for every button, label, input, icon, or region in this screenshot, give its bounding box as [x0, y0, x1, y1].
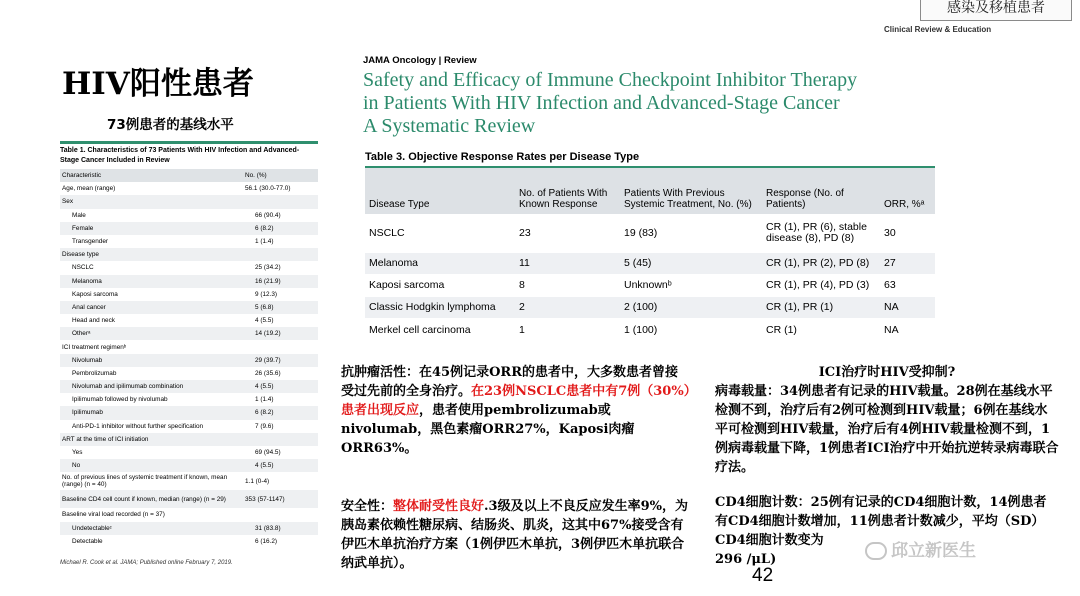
patients-cell: 1: [519, 323, 525, 336]
row-value: 16 (21.9): [255, 277, 281, 285]
header-cell: ORR, %ᵃ: [884, 199, 925, 210]
disease-cell: NSCLC: [369, 226, 405, 239]
table-row: [365, 214, 935, 253]
row-value: 4 (5.5): [255, 462, 274, 470]
row-value: 4 (5.5): [255, 317, 274, 325]
previous-treatment-cell: 5 (45): [624, 257, 652, 269]
orr-cell: 27: [884, 257, 896, 269]
table-row: [60, 508, 318, 521]
row-value: 6 (8.2): [255, 224, 274, 232]
row-value: 66 (90.4): [255, 211, 281, 219]
row-label: No: [72, 462, 81, 470]
header-cell: Disease Type: [369, 199, 430, 210]
row-label: Baseline CD4 cell count if known, median (range) (n = 29): [62, 495, 226, 503]
table-body: [60, 182, 318, 548]
header-cell: No. (%): [245, 172, 267, 180]
row-label: Pembrolizumab: [72, 369, 117, 377]
row-label: Undetectableᶜ: [72, 524, 112, 532]
row-value: 56.1 (30.0-77.0): [245, 185, 291, 193]
row-label: Nivolumab and ipilimumab combination: [72, 383, 184, 391]
previous-treatment-cell: 1 (100): [624, 323, 658, 336]
table-row: [60, 522, 318, 535]
journal-name: JAMA Oncology | Review: [363, 55, 477, 66]
patients-cell: 23: [519, 226, 531, 239]
row-value: 7 (9.6): [255, 422, 274, 430]
article-title-line: A Systematic Review: [363, 115, 536, 137]
disease-cell: Melanoma: [369, 257, 419, 269]
row-value: 69 (94.5): [255, 449, 281, 457]
efficacy-highlight: 在23例NSCLC患者中有7例（30%）患者出现反应: [341, 384, 691, 418]
table-row: [60, 459, 318, 472]
safety-label: 安全性：: [341, 499, 394, 514]
table-row: [60, 367, 318, 380]
page-number: 42: [752, 565, 774, 586]
row-value: 1 (1.4): [255, 238, 274, 246]
safety-highlight: 整体耐受性良好: [393, 499, 485, 514]
table-body: [365, 214, 935, 342]
breadcrumb: Clinical Review & Education: [884, 25, 992, 34]
header-cell: No. of Patients With Known Response: [519, 188, 608, 210]
disease-cell: Kaposi sarcoma: [369, 279, 445, 291]
citation: Michael R. Cook et al. JAMA; Published online February 7, 2019.: [60, 559, 233, 566]
table-row: [365, 253, 935, 275]
row-label: Male: [72, 211, 86, 219]
table-caption: Table 3. Objective Response Rates per Disease Type: [365, 151, 640, 163]
orr-cell: NA: [884, 323, 899, 336]
safety-paragraph: [341, 497, 691, 573]
response-cell: CR (1), PR (1): [766, 301, 834, 313]
hiv-paragraph: [715, 363, 1059, 477]
row-value: 5 (6.8): [255, 303, 274, 311]
section-tag: 感染及移植患者: [920, 0, 1072, 21]
response-cell: CR (1), PR (2), PD (8): [766, 257, 870, 269]
row-label: Head and neck: [72, 317, 115, 325]
row-value: 1.1 (0-4): [245, 477, 270, 485]
table-row: [60, 433, 318, 446]
watermark-text: 邱立新医生: [891, 541, 976, 561]
table-row: [365, 319, 935, 342]
orr-cell: 63: [884, 279, 896, 291]
page-subtitle: 73例患者的基线水平: [107, 117, 234, 133]
row-value: 26 (35.6): [255, 369, 281, 377]
header-cell: Response (No. of Patients): [766, 188, 844, 210]
disease-cell: Merkel cell carcinoma: [369, 323, 471, 336]
table-row: [60, 301, 318, 314]
table-row: [60, 275, 318, 288]
previous-treatment-cell: 2 (100): [624, 301, 658, 313]
table-row: [60, 535, 318, 548]
row-label: No. of previous lines of systemic treatment if known, mean (range) (n = 40): [62, 474, 228, 489]
response-cell: CR (1): [766, 323, 797, 336]
article-title-line: in Patients With HIV Infection and Advanced-Stage Cancer: [363, 92, 840, 114]
hiv-heading: ICI治疗时HIV受抑制?: [818, 365, 956, 380]
row-label: Disease type: [62, 251, 99, 259]
response-cell: CR (1), PR (6), stable disease (8), PD (8): [766, 221, 867, 244]
table-row: [60, 314, 318, 327]
table-row: [365, 275, 935, 297]
table-row: [60, 195, 318, 208]
row-label: Anal cancer: [72, 303, 106, 311]
table-caption: Table 1. Characteristics of 73 Patients With HIV Infection and Advanced-Stage Cancer Included in Review: [60, 147, 300, 164]
table-row: [60, 327, 318, 340]
table-row: [60, 209, 318, 222]
patients-cell: 8: [519, 279, 525, 291]
article-title: [363, 69, 1023, 138]
table-row: [60, 380, 318, 393]
page-title: HIV阳性患者: [62, 66, 254, 102]
watermark: [865, 536, 976, 561]
row-value: 14 (19.2): [255, 330, 281, 338]
table-row: [60, 472, 318, 490]
table-header-row: [60, 169, 318, 182]
row-value: 1 (1.4): [255, 396, 274, 404]
row-label: Transgender: [72, 238, 108, 246]
previous-treatment-cell: 19 (83): [624, 226, 658, 239]
table-row: [60, 235, 318, 248]
article-title-line: Safety and Efficacy of Immune Checkpoint Inhibitor Therapy: [363, 69, 858, 91]
disease-cell: Classic Hodgkin lymphoma: [369, 301, 496, 313]
table-row: [60, 288, 318, 301]
table-row: [60, 420, 318, 433]
previous-treatment-cell: Unknownᵇ: [624, 279, 672, 291]
table-row: [60, 222, 318, 235]
efficacy-text: ，患者使用pembrolizumab或nivolumab，黑色素瘤ORR27%，Kaposi肉瘤ORR63%。: [341, 403, 635, 456]
row-label: Yes: [72, 449, 83, 457]
patients-cell: 2: [519, 301, 525, 313]
row-label: Nivolumab: [72, 356, 103, 364]
row-value: 4 (5.5): [255, 383, 274, 391]
hiv-text: 病毒载量：34例患者有记录的HIV载量。28例在基线水平检测不到，治疗后有2例可检测到HIV载量；6例在基线水平可检测到HIV载量，治疗后有4例HIV载量检测不到，1例病毒载量下降，1例患者ICI治疗中开始抗逆转录病毒联合疗法。: [715, 384, 1059, 475]
table-row: [60, 490, 318, 508]
table-row: [60, 248, 318, 261]
efficacy-paragraph: [341, 363, 691, 458]
row-label: ICI treatment regimenᵇ: [62, 343, 127, 351]
response-cell: CR (1), PR (4), PD (3): [766, 279, 870, 291]
row-label: Sex: [62, 198, 74, 206]
cd4-tail: 296 /μL): [715, 552, 777, 567]
table-header-row: [365, 168, 935, 214]
row-value: 9 (12.3): [255, 290, 278, 298]
table-row: [60, 406, 318, 419]
wechat-icon: [865, 542, 887, 560]
row-label: NSCLC: [72, 264, 94, 272]
table-row: [60, 446, 318, 459]
header-cell: Patients With Previous Systemic Treatment, No. (%): [624, 188, 752, 210]
row-label: Ipilimumab followed by nivolumab: [72, 396, 168, 404]
row-value: 31 (83.8): [255, 524, 281, 532]
row-value: 6 (8.2): [255, 409, 274, 417]
table-row: [60, 393, 318, 406]
orr-cell: NA: [884, 301, 899, 313]
efficacy-text: 抗肿瘤活性：在45例记录ORR的患者中，大多数患者曾接受过先前的全身治疗。: [341, 365, 679, 399]
row-label: Detectable: [72, 537, 103, 545]
row-label: Melanoma: [72, 277, 102, 285]
row-label: Ipilimumab: [72, 409, 103, 417]
response-table: [365, 151, 935, 342]
row-label: Kaposi sarcoma: [72, 290, 118, 298]
row-label: Anti-PD-1 inhibitor without further specification: [72, 422, 204, 430]
row-label: Female: [72, 224, 94, 232]
table-row: [60, 261, 318, 274]
table-row: [365, 297, 935, 319]
header-cell: Characteristic: [62, 172, 102, 180]
row-label: Age, mean (range): [62, 185, 116, 193]
row-label: Baseline viral load recorded (n = 37): [62, 511, 165, 519]
row-label: Otherᵃ: [72, 330, 91, 338]
table-row: [60, 182, 318, 195]
safety-text: .3级及以上不良反应发生率9%，为胰岛素依赖性糖尿病、结肠炎、肌炎，这其中67%接受含有伊匹木单抗治疗方案（1例伊匹木单抗，3例伊匹木单抗联合纳武单抗）。: [341, 499, 689, 571]
row-value: 353 (57-1147): [245, 495, 285, 503]
baseline-table: [60, 141, 318, 566]
table-row: [60, 354, 318, 367]
row-label: ART at the time of ICI initiation: [62, 435, 149, 443]
orr-cell: 30: [884, 226, 896, 239]
row-value: 25 (34.2): [255, 264, 281, 272]
patients-cell: 11: [519, 257, 530, 269]
row-value: 29 (39.7): [255, 356, 281, 364]
cd4-text: CD4细胞计数：25例有记录的CD4细胞计数，14例患者有CD4细胞计数增加，11例患者计数减少，平均（SD）CD4细胞计数变为: [715, 495, 1047, 548]
row-value: 6 (16.2): [255, 537, 278, 545]
table-row: [60, 340, 318, 353]
